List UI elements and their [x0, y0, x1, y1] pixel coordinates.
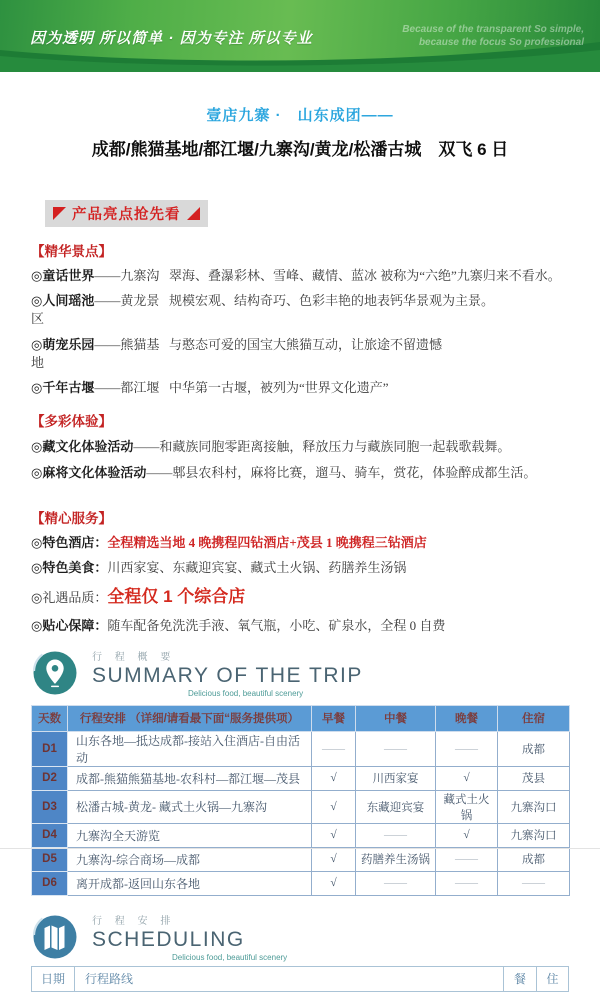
- itinerary-route-cell: 山东各地—抵达成都-接站入住酒店-自由活动: [68, 731, 312, 766]
- itinerary-dinner-value: √: [463, 772, 470, 785]
- itinerary-column-header: 天数: [32, 705, 68, 731]
- itinerary-breakfast-value: √: [330, 800, 337, 813]
- itinerary-stay-cell: [498, 823, 570, 847]
- service-item-desc: 随车配备免洗洗手液、氧气瓶，小吃、矿泉水，全程 0 自费: [107, 617, 446, 633]
- itinerary-row: [32, 823, 570, 847]
- scenic-item-label: [31, 379, 169, 397]
- itinerary-row: [32, 871, 570, 895]
- itinerary-route-cell: 九寨沟-综合商场—成都: [68, 847, 312, 871]
- service-item-name: ◎特色美食：: [31, 560, 108, 576]
- scenic-item-desc: 翠海、叠瀑彩林、雪峰、藏情、蓝冰 被称为“六绝”九寨归来不看水。: [169, 268, 561, 283]
- highlights-header-label: 产品亮点抢先看: [72, 207, 181, 223]
- scheduling-col-meal: 餐: [504, 966, 537, 991]
- services-list: [31, 534, 569, 636]
- itinerary-row: [32, 766, 570, 790]
- experience-section-title: 【多彩体验】: [31, 414, 112, 430]
- scheduling-col-stay: 住: [537, 966, 569, 991]
- scenic-item-place: ——都江堰: [94, 379, 160, 395]
- scenic-item-desc: 规模宏观、结构奇巧、色彩丰艳的地表钙华景观为主景。: [169, 293, 495, 309]
- itinerary-lunch-value: 川西家宴: [372, 773, 419, 786]
- itinerary-row: [32, 847, 570, 871]
- itinerary-stay-value: 茂县: [522, 773, 545, 786]
- scheduling-label-cn: 行 程 安 排: [92, 915, 176, 927]
- service-item-desc: 川西家宴、东藏迎宾宴、藏式土火锅、药膳养生汤锅: [107, 560, 407, 576]
- service-item: [31, 559, 569, 578]
- itinerary-stay-value: 九寨沟口: [510, 801, 557, 814]
- itinerary-dinner-value: ——: [455, 877, 478, 890]
- itinerary-lunch-cell: [356, 871, 436, 895]
- itinerary-dinner-value: 藏式土火锅: [443, 793, 490, 822]
- scenic-section-title: 【精华景点】: [31, 244, 112, 259]
- itinerary-column-header: 行程安排 （详细/请看最下面“服务提供项）: [68, 705, 312, 731]
- banner-slogan-en: [402, 24, 584, 49]
- scenic-item-place: ——熊猫基地: [31, 336, 160, 370]
- itinerary-route-cell: 成都-熊猫熊猫基地-农科村—都江堰—茂县: [68, 766, 312, 790]
- service-item: [31, 585, 569, 610]
- itinerary-column-header: 中餐: [356, 705, 436, 731]
- itinerary-route-cell: 松潘古城-黄龙- 藏式土火锅—九寨沟: [68, 790, 312, 823]
- itinerary-stay-cell: [498, 731, 570, 766]
- scenic-item: [31, 336, 569, 372]
- scenic-item-name: ◎童话世界: [31, 268, 95, 283]
- itinerary-lunch-cell: [356, 847, 436, 871]
- itinerary-breakfast-cell: [312, 823, 356, 847]
- scenic-item-label: [31, 336, 169, 372]
- scenic-item: [31, 379, 569, 397]
- itinerary-dinner-cell: [436, 823, 498, 847]
- service-item-desc: 全程仅 1 个综合店: [107, 587, 246, 607]
- scheduling-header: [31, 912, 569, 962]
- scenic-item-place: ——九寨沟: [94, 268, 160, 283]
- experience-item-desc: ——郫县农科村，麻将比赛，遛马、骑车，赏花，体验醉成都生活。: [146, 465, 537, 481]
- triangle-upper-left-icon: [53, 207, 66, 220]
- itinerary-stay-value: 成都: [522, 743, 545, 756]
- scenic-item: [31, 267, 569, 285]
- itinerary-breakfast-cell: [312, 766, 356, 790]
- scenic-item-name: ◎千年古堰: [31, 379, 95, 395]
- itinerary-breakfast-cell: [312, 790, 356, 823]
- itinerary-breakfast-cell: [312, 871, 356, 895]
- service-item: [31, 534, 569, 553]
- page-title-route: 成都/熊猫基地/都江堰/九寨沟/黄龙/松潘古城 双飞 6 日: [91, 140, 509, 159]
- triangle-lower-right-icon: [187, 207, 200, 220]
- services-section-title: 【精心服务】: [31, 510, 112, 526]
- scenic-list: [31, 267, 569, 397]
- itinerary-stay-cell: [498, 790, 570, 823]
- itinerary-dinner-value: ——: [455, 742, 478, 755]
- itinerary-day-cell: D5: [32, 847, 68, 871]
- scenic-item-desc: 与憨态可爱的国宝大熊猫互动，让旅途不留遗憾: [169, 336, 443, 352]
- itinerary-stay-value: 成都: [522, 854, 545, 867]
- scheduling-title-en: SCHEDULING: [92, 927, 245, 951]
- itinerary-dinner-value: √: [463, 829, 470, 842]
- banner: [0, 0, 600, 72]
- itinerary-day-cell: D1: [32, 731, 68, 766]
- itinerary-day-cell: D6: [32, 871, 68, 895]
- summary-label-cn: 行 程 概 要: [92, 651, 176, 663]
- itinerary-lunch-value: ——: [384, 877, 407, 890]
- itinerary-table-head: [32, 705, 570, 731]
- scenic-item-name: ◎人间瑶池: [31, 293, 95, 309]
- itinerary-lunch-value: 东藏迎宾宴: [366, 801, 425, 814]
- scenic-item-place: ——黄龙景区: [31, 293, 160, 327]
- folded-map-icon: [31, 913, 79, 961]
- itinerary-lunch-value: ——: [384, 829, 407, 842]
- itinerary-lunch-value: 药膳养生汤锅: [361, 854, 430, 867]
- summary-header-text: [92, 648, 363, 698]
- scheduling-table: [31, 966, 569, 992]
- summary-header: [31, 648, 569, 698]
- banner-slogan-en-line2: because the focus So professional: [418, 36, 584, 48]
- banner-slogan-en-line1: Because of the transparent So simple,: [402, 24, 584, 35]
- scenic-item-name: ◎萌宠乐园: [31, 336, 95, 352]
- itinerary-dinner-cell: [436, 871, 498, 895]
- itinerary-column-header: 住宿: [498, 705, 570, 731]
- experience-list: [31, 438, 569, 482]
- experience-item-desc: ——和藏族同胞零距离接触，释放压力与藏族同胞一起载歌载舞。: [133, 439, 511, 455]
- content: [0, 200, 600, 992]
- scheduling-header-text: [92, 912, 287, 962]
- experience-item: [31, 464, 569, 482]
- itinerary-breakfast-cell: [312, 731, 356, 766]
- scheduling-col-date: 日期: [32, 966, 75, 991]
- itinerary-column-header: 晚餐: [436, 705, 498, 731]
- itinerary-stay-value: 九寨沟口: [510, 830, 557, 843]
- itinerary-dinner-cell: [436, 766, 498, 790]
- itinerary-dinner-cell: [436, 790, 498, 823]
- experience-item-name: ◎藏文化体验活动: [31, 439, 134, 455]
- itinerary-table-body: [32, 731, 570, 895]
- itinerary-lunch-value: ——: [384, 742, 407, 755]
- itinerary-stay-value: ——: [522, 877, 545, 890]
- highlights-header-wrap: [45, 200, 569, 227]
- itinerary-stay-cell: [498, 766, 570, 790]
- experience-item: [31, 438, 569, 456]
- service-item-name: ◎贴心保障：: [31, 617, 108, 633]
- itinerary-breakfast-value: √: [330, 877, 337, 890]
- itinerary-header-row: [32, 705, 570, 731]
- itinerary-breakfast-value: ——: [322, 742, 345, 755]
- itinerary-breakfast-value: √: [330, 853, 337, 866]
- itinerary-route-cell: 离开成都-返回山东各地: [68, 871, 312, 895]
- itinerary-day-cell: D3: [32, 790, 68, 823]
- service-item-desc: 全程精选当地 4 晚携程四钻酒店+茂县 1 晚携程三钻酒店: [107, 534, 427, 550]
- location-pin-icon: [31, 649, 79, 697]
- itinerary-day-cell: D2: [32, 766, 68, 790]
- scenic-item: [31, 292, 569, 328]
- itinerary-day-cell: D4: [32, 823, 68, 847]
- itinerary-column-header: 早餐: [312, 705, 356, 731]
- itinerary-stay-cell: [498, 847, 570, 871]
- itinerary-row: [32, 731, 570, 766]
- itinerary-breakfast-cell: [312, 847, 356, 871]
- itinerary-breakfast-value: √: [330, 829, 337, 842]
- banner-slogan-cn: 因为透明 所以简单 · 因为专注 所以专业: [30, 30, 313, 47]
- itinerary-lunch-cell: [356, 790, 436, 823]
- itinerary-lunch-cell: [356, 766, 436, 790]
- itinerary-dinner-value: ——: [455, 853, 478, 866]
- itinerary-stay-cell: [498, 871, 570, 895]
- itinerary-breakfast-value: √: [330, 772, 337, 785]
- itinerary-dinner-cell: [436, 847, 498, 871]
- itinerary-dinner-cell: [436, 731, 498, 766]
- service-item: [31, 617, 569, 636]
- scheduling-subtitle: Delicious food, beautiful scenery: [172, 952, 288, 962]
- summary-title-en: SUMMARY OF THE TRIP: [92, 663, 363, 687]
- scenic-item-label: [31, 267, 169, 285]
- itinerary-lunch-cell: [356, 731, 436, 766]
- scheduling-header-row: [32, 966, 569, 991]
- itinerary-route-cell: 九寨沟全天游览: [68, 823, 312, 847]
- scenic-item-label: [31, 292, 169, 328]
- scenic-item-desc: 中华第一古堰，被列为“世界文化遗产”: [169, 379, 389, 395]
- service-item-name: ◎礼遇品质：: [31, 590, 108, 606]
- highlights-header: [45, 200, 208, 227]
- summary-subtitle: Delicious food, beautiful scenery: [188, 688, 304, 698]
- itinerary-row: [32, 790, 570, 823]
- service-item-name: ◎特色酒店：: [31, 534, 108, 550]
- page-title-series: 壹店九寨 · 山东成团——: [206, 107, 394, 124]
- itinerary-lunch-cell: [356, 823, 436, 847]
- experience-item-name: ◎麻将文化体验活动: [31, 465, 147, 481]
- scheduling-col-route: 行程路线: [75, 966, 504, 991]
- itinerary-table: [31, 705, 570, 896]
